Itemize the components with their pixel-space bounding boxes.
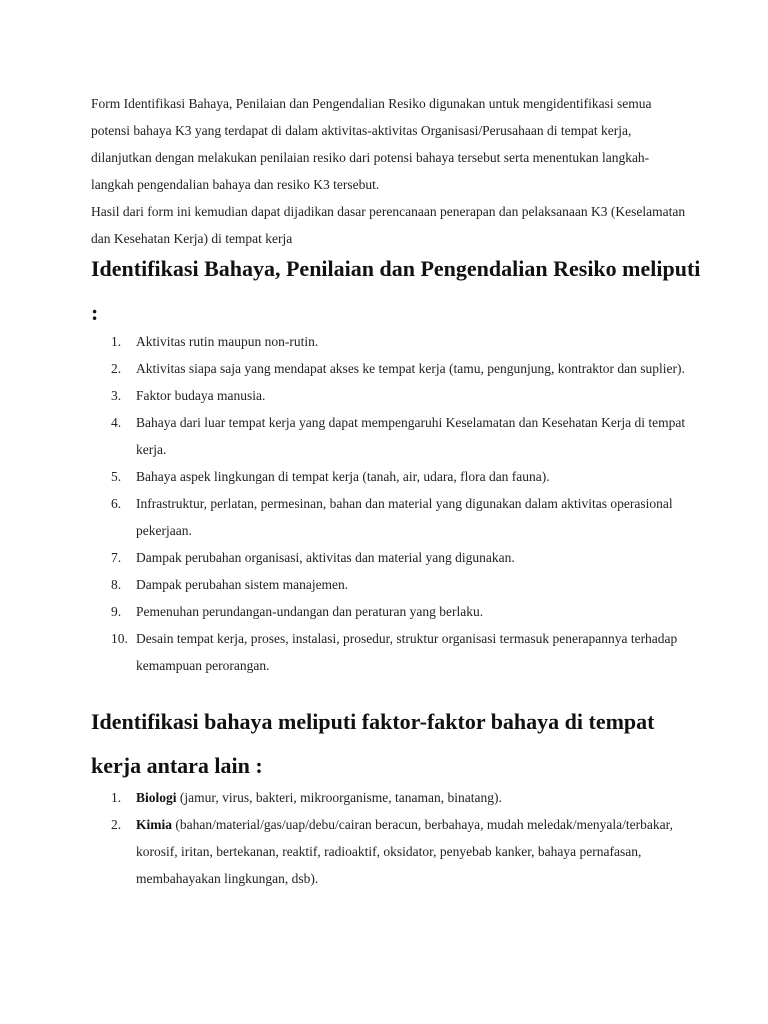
list-item-text: (jamur, virus, bakteri, mikroorganisme, tanaman, binatang). [176,790,502,805]
list-item [91,355,691,382]
list-item [91,544,691,571]
list-item-text: Bahaya aspek lingkungan di tempat kerja (tanah, air, udara, flora dan fauna). [136,469,550,484]
list-number: 2. [111,361,122,376]
list-item [91,625,691,679]
hazard-term: Kimia [136,817,172,832]
intro-paragraph-2: Hasil dari form ini kemudian dapat dijadikan dasar perencanaan penerapan dan pelaksanaan K3 (Keselamatan dan Kesehatan Kerja) di tempat kerja [91,204,686,246]
list-number: 5. [111,469,122,484]
list-item-text: Aktivitas rutin maupun non-rutin. [136,334,319,349]
list-item [91,328,691,355]
list-number: 4. [111,415,122,430]
list-number: 8. [111,577,122,592]
list-item [91,463,691,490]
list-number: 1. [111,790,122,805]
list-number: 9. [111,604,122,619]
list-item-text: Aktivitas siapa saja yang mendapat akses ke tempat kerja (tamu, pengunjung, kontraktor dan suplier). [136,361,685,376]
list-item [91,784,691,811]
list-item-text: Desain tempat kerja, proses, instalasi, prosedur, struktur organisasi termasuk penerapannya terhadap kemampuan perorangan. [136,631,678,673]
intro-paragraph-1: Form Identifikasi Bahaya, Penilaian dan Pengendalian Resiko digunakan untuk mengidentifikasi semua potensi bahaya K3 yang terdapat di dalam aktivitas-aktivitas Organisasi/Perusahaan di tempat kerja, dilanjutkan dengan melakukan penilaian resiko dari potensi bahaya tersebut serta menentukan langkah-langkah pengendalian bahaya dan resiko K3 tersebut. [91,96,652,192]
list-item [91,382,691,409]
risk-scope-list [91,328,691,679]
section-heading-risk-scope: Identifikasi Bahaya, Penilaian dan Pengendalian Resiko meliputi : [91,256,701,325]
list-item-text: Pemenuhan perundangan-undangan dan peraturan yang berlaku. [136,604,484,619]
list-number: 3. [111,388,122,403]
list-number: 6. [111,496,122,511]
list-number: 2. [111,817,122,832]
intro-text [91,90,691,252]
list-item-text: Infrastruktur, perlatan, permesinan, bahan dan material yang digunakan dalam aktivitas operasional pekerjaan. [136,496,673,538]
list-item [91,571,691,598]
list-item-text: Dampak perubahan organisasi, aktivitas dan material yang digunakan. [136,550,515,565]
hazard-term: Biologi [136,790,177,805]
list-number: 1. [111,334,122,349]
list-item [91,409,691,463]
list-item [91,490,691,544]
section-heading-hazard-factors: Identifikasi bahaya meliputi faktor-faktor bahaya di tempat kerja antara lain : [91,709,655,778]
list-number: 10. [111,631,128,646]
list-item-text: Dampak perubahan sistem manajemen. [136,577,349,592]
list-number: 7. [111,550,122,565]
list-item [91,811,691,892]
list-item [91,598,691,625]
hazard-factors-list [91,784,691,892]
list-item-text: Faktor budaya manusia. [136,388,266,403]
list-item-text: Bahaya dari luar tempat kerja yang dapat mempengaruhi Keselamatan dan Kesehatan Kerja di tempat kerja. [136,415,686,457]
list-item-text: (bahan/material/gas/uap/debu/cairan beracun, berbahaya, mudah meledak/menyala/terbakar, korosif, iritan, bertekanan, reaktif, radioaktif, oksidator, penyebab kanker, bahaya pernafasan, membahayakan lingkungan, dsb). [136,817,673,886]
